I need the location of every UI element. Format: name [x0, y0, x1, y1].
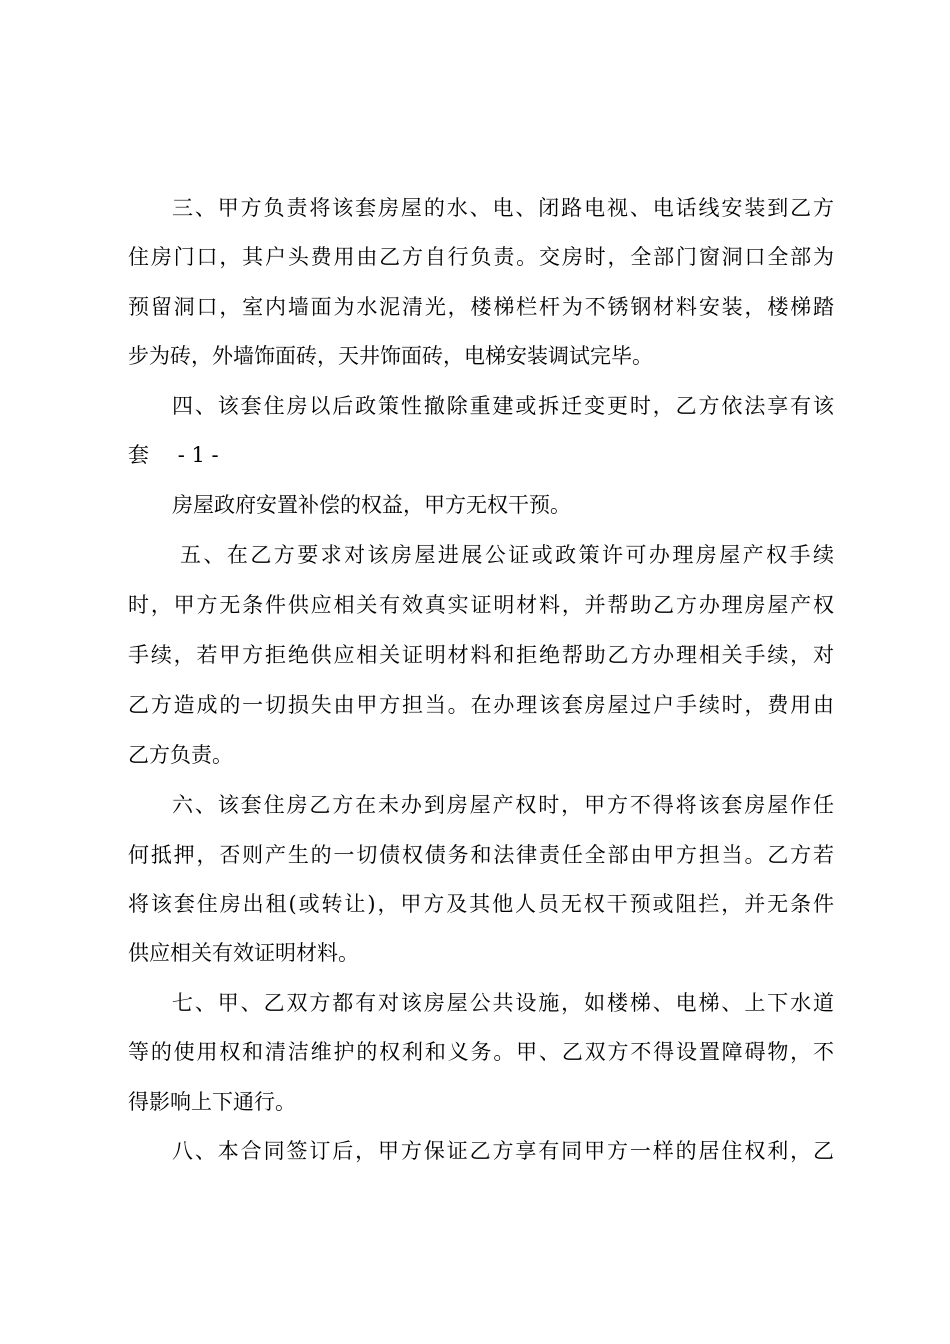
paragraph-8-line-1: 八、本合同签订后，甲方保证乙方享有同甲方一样的居住权利，乙	[172, 1139, 834, 1163]
paragraph-7-line-2: 等的使用权和清洁维护的权利和义务。甲、乙双方不得设置障碍物，不	[128, 1040, 834, 1064]
paragraph-7-line-3: 得影响上下通行。	[128, 1090, 296, 1114]
paragraph-6-line-1: 六、该套住房乙方在未办到房屋产权时，甲方不得将该套房屋作任	[172, 793, 834, 817]
paragraph-5-line-2: 时，甲方无条件供应相关有效真实证明材料，并帮助乙方办理房屋产权	[128, 593, 834, 617]
paragraph-4-line-2	[128, 440, 219, 470]
paragraph-3-line-3: 预留洞口，室内墙面为水泥清光，楼梯栏杆为不锈钢材料安装，楼梯踏	[128, 295, 834, 319]
paragraph-3-line-4: 步为砖，外墙饰面砖，天井饰面砖，电梯安装调试完毕。	[128, 344, 653, 368]
page-number: - 1 -	[177, 443, 219, 467]
paragraph-6-line-3: 将该套住房出租(或转让)，甲方及其他人员无权干预或阻拦，并无条件	[128, 892, 834, 916]
paragraph-5-line-4: 乙方造成的一切损失由甲方担当。在办理该套房屋过户手续时，费用由	[128, 693, 834, 717]
paragraph-6-line-2: 何抵押，否则产生的一切债权债务和法律责任全部由甲方担当。乙方若	[128, 843, 834, 867]
paragraph-7-line-1: 七、甲、乙双方都有对该房屋公共设施，如楼梯、电梯、上下水道	[172, 991, 834, 1015]
paragraph-6-line-4: 供应相关有效证明材料。	[128, 941, 359, 965]
paragraph-4-line-1: 四、该套住房以后政策性撤除重建或拆迁变更时，乙方依法享有该	[172, 394, 834, 418]
paragraph-5-line-1: 五、在乙方要求对该房屋进展公证或政策许可办理房屋产权手续	[180, 543, 834, 567]
paragraph-3-line-1: 三、甲方负责将该套房屋的水、电、闭路电视、电话线安装到乙方	[172, 196, 834, 220]
paragraph-3-line-2: 住房门口，其户头费用由乙方自行负责。交房时，全部门窗洞口全部为	[128, 245, 834, 269]
continuation-line: 房屋政府安置补偿的权益，甲方无权干预。	[172, 493, 571, 517]
paragraph-5-line-5: 乙方负责。	[128, 743, 233, 767]
paragraph-5-line-3: 手续，若甲方拒绝供应相关证明材料和拒绝帮助乙方办理相关手续，对	[128, 643, 834, 667]
paragraph-4-tail: 套	[128, 443, 149, 467]
